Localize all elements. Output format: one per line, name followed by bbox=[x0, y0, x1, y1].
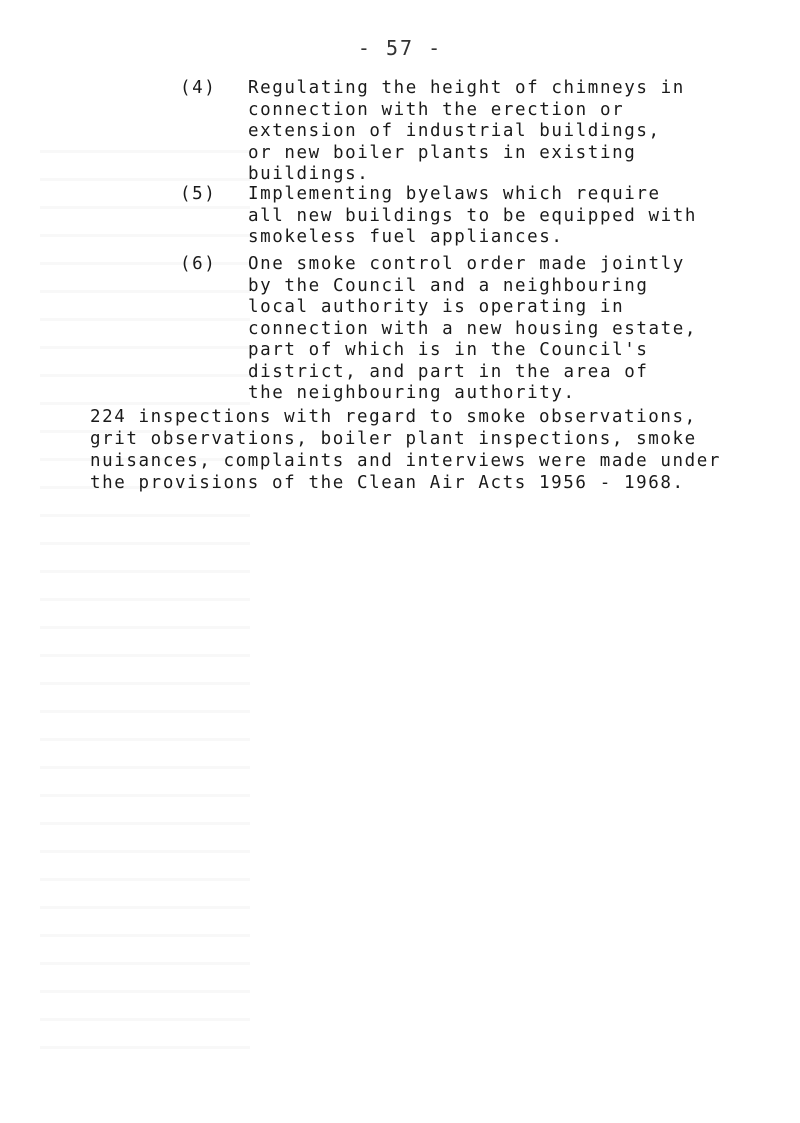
list-item-4 bbox=[180, 78, 740, 186]
item-text: Implementing byelaws which require all new buildings to be equipped with smokeless fuel appliances. bbox=[248, 184, 698, 247]
item-text: One smoke control order made jointly by the Council and a neighbouring local authority is operating in connection with a new housing estate, part of which is in the Council's district, and part in the area of the neighbouring authority. bbox=[248, 254, 698, 403]
item-number: (5) bbox=[180, 184, 217, 204]
list-item-6 bbox=[180, 254, 740, 405]
item-text: Regulating the height of chimneys in connection with the erection or extension of industrial buildings, or new boiler plants in existing buildings. bbox=[248, 78, 685, 184]
inspections-paragraph: 224 inspections with regard to smoke observations, grit observations, boiler plant inspections, smoke nuisances, complaints and interviews were made under the provisions of the Clean Air Acts 1956 - 1968. bbox=[90, 407, 722, 493]
page-number: - 57 - bbox=[357, 36, 443, 60]
list-item-5 bbox=[180, 184, 740, 249]
item-number: (6) bbox=[180, 254, 217, 274]
item-number: (4) bbox=[180, 78, 217, 98]
